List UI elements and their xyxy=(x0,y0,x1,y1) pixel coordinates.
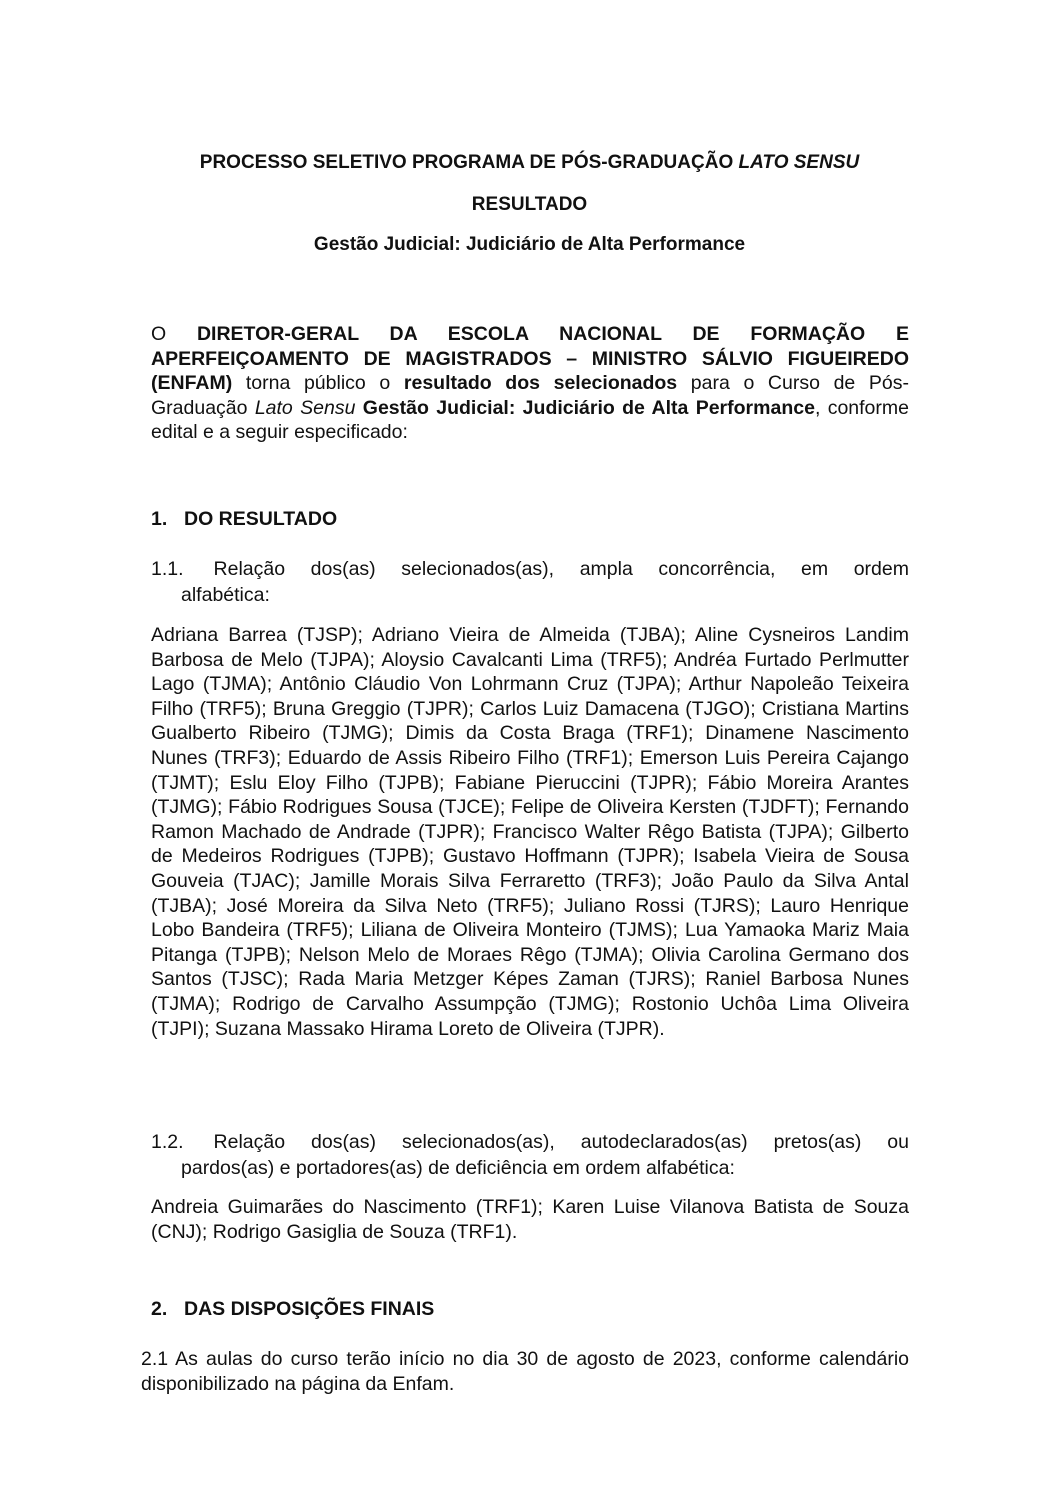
item-1-2-heading xyxy=(151,1129,909,1181)
item-1-2-heading-word: ou xyxy=(887,1131,909,1153)
item-1-1-heading xyxy=(151,556,909,608)
item-1-1-names-list: Adriana Barrea (TJSP); Adriano Vieira de Almeida (TJBA); Aline Cysneiros Landim Barbosa de Melo (TJPA); Aloysio Cavalcanti Lima (TRF5); Andréa Furtado Perlmutter Lago (TJMA); Antônio Cláudio Von Lohrmann Cruz (TJPA); Arthur Napoleão Teixeira Filho (TRF5); Bruna Greggio (TJPR); Carlos Luiz Damacena (TJGO); Cristiana Martins Gualberto Ribeiro (TJMG); Dimis da Costa Braga (TRF1); Dinamene Nascimento Nunes (TRF3); Eduardo de Assis Ribeiro Filho (TRF1); Emerson Luis Pereira Cajango (TJMT); Eslu Eloy Filho (TJPB); Fabiane Pieruccini (TJPR); Fábio Moreira Arantes (TJMG); Fábio Rodrigues Sousa (TJCE); Felipe de Oliveira Kersten (TJDFT); Fernando Ramon Machado de Andrade (TJPR); Francisco Walter Rêgo Batista (TJPA); Gilberto de Medeiros Rodrigues (TJPB); Gustavo Hoffmann (TJPR); Isabela Vieira de Sousa Gouveia (TJAC); Jamille Morais Silva Ferraretto (TRF3); João Paulo da Silva Antal (TJBA); José Moreira da Silva Neto (TRF5); Juliano Rossi (TJRS); Lauro Henrique Lobo Bandeira (TRF5); Liliana de Oliveira Monteiro (TJMS); Lua Yamaoka Mariz Maia Pitanga (TJPB); Nelson Melo de Moraes Rêgo (TJMA); Olivia Carolina Germano dos Santos (TJSC); Rada Maria Metzger Képes Zaman (TJRS); Raniel Barbosa Nunes (TJMA); Rodrigo de Carvalho Assumpção (TJMG); Rostonio Uchôa Lima Oliveira (TJPI); Suzana Massako Hirama Loreto de Oliveira (TJPR). xyxy=(151,624,909,1040)
item-1-2-heading-word: selecionados(as), xyxy=(401,1131,555,1153)
item-1-1-heading-word: Relação xyxy=(213,558,286,580)
item-1-2-names-list: Andreia Guimarães do Nascimento (TRF1); Karen Luise Vilanova Batista de Souza (CNJ); Rodrigo Gasiglia de Souza (TRF1). xyxy=(151,1196,909,1243)
item-1-2-number: 1.2. xyxy=(151,1131,184,1153)
item-1-2-heading-continuation: pardos(as) e portadores(as) de deficiência em ordem alfabética: xyxy=(181,1157,735,1179)
section-1-heading xyxy=(151,507,337,531)
section-2-number: 2. xyxy=(151,1298,168,1320)
item-1-1-heading-word: ordem xyxy=(853,558,909,580)
item-1-2-heading-word: Relação xyxy=(213,1131,286,1153)
item-1-1-heading-words xyxy=(214,556,909,582)
title-text: PROCESSO SELETIVO PROGRAMA DE PÓS-GRADUAÇÃO xyxy=(199,152,739,173)
title-italic-text: LATO SENSU xyxy=(738,152,860,173)
item-1-2-heading-word: pretos(as) xyxy=(773,1131,862,1153)
section-1-title: DO RESULTADO xyxy=(184,508,338,530)
section-1-number: 1. xyxy=(151,508,168,530)
item-1-1-heading-continuation: alfabética: xyxy=(181,584,270,606)
document-title xyxy=(0,152,1059,174)
item-1-2-heading-word: autodeclarados(as) xyxy=(580,1131,748,1153)
item-1-1-heading-word: concorrência, xyxy=(658,558,776,580)
item-1-1-number: 1.1. xyxy=(151,558,184,580)
item-1-2-heading-words xyxy=(214,1129,909,1155)
item-2-1-paragraph: 2.1 As aulas do curso terão início no dia 30 de agosto de 2023, conforme calendário disponibilizado na página da Enfam. xyxy=(141,1348,909,1395)
item-1-2-heading-word: dos(as) xyxy=(311,1131,377,1153)
item-1-1-heading-word: em xyxy=(801,558,829,580)
item-1-1-heading-word: selecionados(as), xyxy=(401,558,555,580)
intro-paragraph: O DIRETOR-GERAL DA ESCOLA NACIONAL DE FORMAÇÃO E APERFEIÇOAMENTO DE MAGISTRADOS – MINISTRO SÁLVIO FIGUEIREDO (ENFAM) torna público o resultado dos selecionados para o Curso de Pós-Graduação Lato Sensu Gestão Judicial: Judiciário de Alta Performance, conforme edital e a seguir especificado: xyxy=(151,323,910,444)
document-subtitle: RESULTADO xyxy=(471,194,588,215)
section-2-title: DAS DISPOSIÇÕES FINAIS xyxy=(184,1298,435,1320)
item-1-1-heading-word: ampla xyxy=(579,558,633,580)
section-2-heading xyxy=(151,1297,434,1321)
item-1-1-heading-word: dos(as) xyxy=(310,558,376,580)
course-name: Gestão Judicial: Judiciário de Alta Performance xyxy=(313,234,746,255)
